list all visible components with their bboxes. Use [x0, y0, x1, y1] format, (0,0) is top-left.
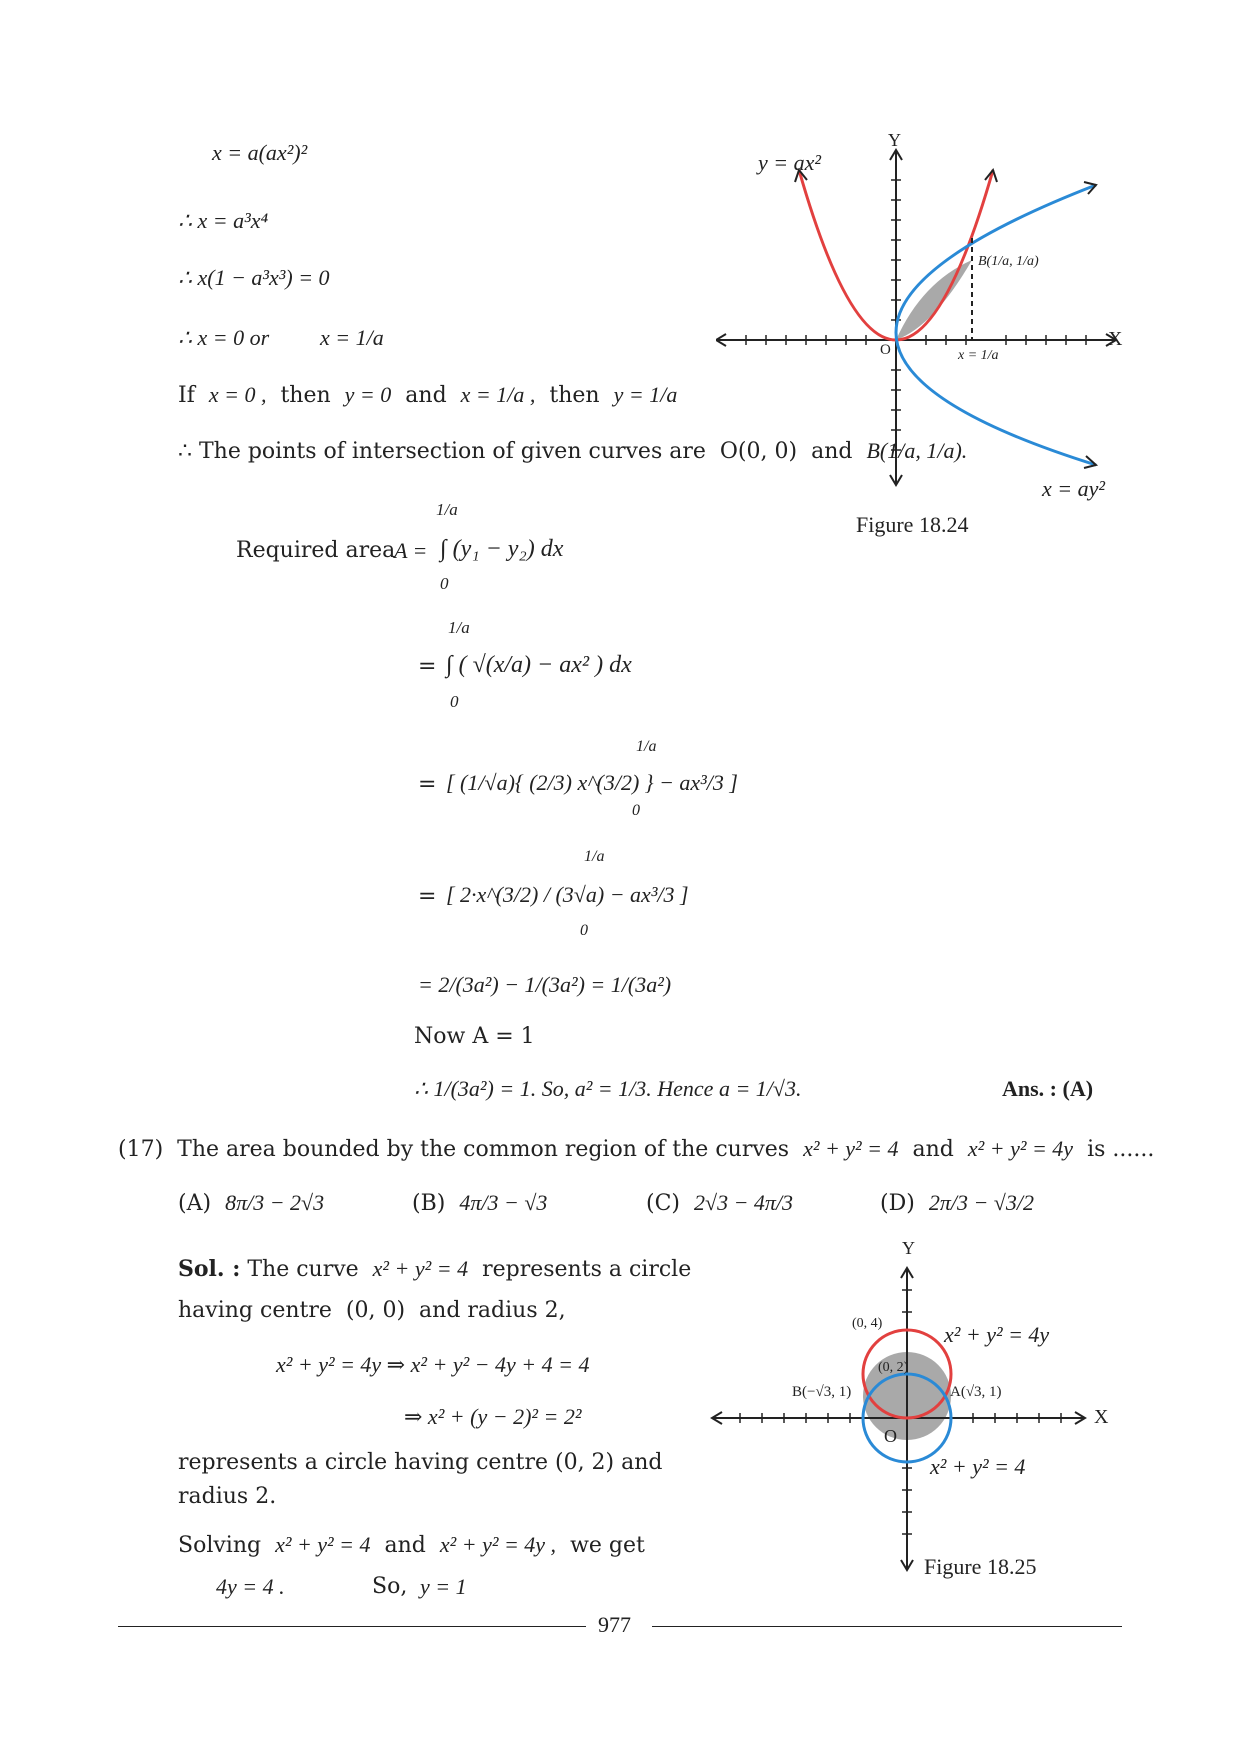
- option-c: [646, 1190, 793, 1216]
- label-y-ax2: y = ax²: [758, 150, 821, 175]
- sol-4y4: 4y = 4 .: [216, 1574, 285, 1599]
- sol-line-1: [178, 1256, 691, 1282]
- sol-eq-3: ⇒ x² + (y − 2)² = 2²: [404, 1404, 582, 1429]
- sol-y1: y = 1: [420, 1574, 467, 1599]
- conclusion-line: ∴ 1/(3a²) = 1. So, a² = 1/3. Hence a = 1/√3.: [414, 1076, 802, 1101]
- option-d-label: (D): [880, 1191, 915, 1216]
- figure-18-24: [716, 130, 1136, 490]
- answer-label: Ans. : (A): [1002, 1076, 1094, 1101]
- eq-sign-1: =: [418, 654, 437, 679]
- and-word-2: and: [811, 439, 853, 464]
- and-word: and: [405, 383, 447, 408]
- sol-eq-4: x² + y² = 4: [275, 1532, 371, 1557]
- sol-text-1b: represents a circle: [482, 1257, 692, 1282]
- eq-roots: ∴ x = 0 or: [178, 325, 270, 350]
- sol-and: and: [384, 1533, 426, 1558]
- fig2-top-label: (0, 4): [852, 1316, 883, 1331]
- eq-x-a3x4: ∴ x = a³x⁴: [178, 208, 269, 233]
- lower-limit-3: 0: [632, 802, 640, 819]
- fig2-y-label: Y: [902, 1238, 915, 1258]
- q17-eq1: x² + y² = 4: [803, 1136, 899, 1161]
- eq-x-a-ax2: x = a(ax²)²: [212, 140, 308, 165]
- result-line: = 2/(3a²) − 1/(3a²) = 1/(3a²): [418, 972, 672, 997]
- fig1-y-label: Y: [888, 130, 901, 150]
- point-o: O(0, 0): [719, 439, 798, 464]
- bracket-3: [ (1/√a){ (2/3) x^(3/2) } − ax³/3 ]: [446, 770, 738, 795]
- sol-solving: Solving: [178, 1533, 262, 1558]
- option-d: [880, 1190, 1034, 1216]
- sol-line-2: [178, 1298, 566, 1323]
- figure-18-25-caption: Figure 18.25: [924, 1554, 1037, 1579]
- sol-text-2: having centre: [178, 1298, 332, 1323]
- page-number: 977: [598, 1612, 631, 1637]
- fig2-point-a-label: A(√3, 1): [950, 1384, 1002, 1400]
- sol-eq-5: x² + y² = 4y ,: [439, 1532, 557, 1557]
- footer-rule-left: [118, 1626, 586, 1627]
- then-word-2: then: [549, 383, 600, 408]
- upper-limit-1: 1/a: [436, 500, 458, 519]
- fig1-x-1a-label: x = 1/a: [958, 348, 999, 363]
- if-line: [178, 382, 677, 408]
- upper-limit-2: 1/a: [448, 618, 470, 637]
- fig2-red-eq-label: x² + y² = 4y: [944, 1322, 1050, 1347]
- sol-line-5: represents a circle having centre (0, 2) and: [178, 1450, 663, 1475]
- sol-centre: (0, 0): [345, 1298, 406, 1323]
- option-d-value: 2π/3 − √3/2: [928, 1190, 1034, 1215]
- footer-rule-right: [652, 1626, 1122, 1627]
- eq-sign-2: =: [418, 772, 437, 797]
- sol-line-7: [178, 1532, 645, 1558]
- sol-line-6: radius 2.: [178, 1484, 277, 1509]
- lower-limit-4: 0: [580, 922, 588, 939]
- eq-factor: ∴ x(1 − a³x³) = 0: [178, 265, 330, 290]
- sol-eq-2: x² + y² = 4y ⇒ x² + y² − 4y + 4 = 4: [276, 1352, 590, 1377]
- point-b: B(1/a, 1/a).: [866, 438, 968, 463]
- fig1-x-label: X: [1108, 328, 1123, 350]
- now-line: Now A = 1: [414, 1024, 535, 1049]
- bracket-4: [ 2·x^(3/2) / (3√a) − ax³/3 ]: [446, 882, 689, 907]
- option-a-label: (A): [178, 1191, 212, 1216]
- option-b: [412, 1190, 547, 1216]
- fig2-origin-label: O: [884, 1426, 897, 1446]
- option-b-label: (B): [412, 1191, 446, 1216]
- q17-number: (17): [118, 1137, 164, 1162]
- fig2-point-b-label: B(−√3, 1): [792, 1384, 852, 1400]
- upper-limit-4: 1/a: [584, 848, 605, 865]
- q17-line: [118, 1136, 1154, 1162]
- q17-text: The area bounded by the common region of the curves: [177, 1137, 790, 1162]
- option-c-value: 2√3 − 4π/3: [694, 1190, 794, 1215]
- fig2-x-label: X: [1094, 1406, 1109, 1428]
- option-b-value: 4π/3 − √3: [459, 1190, 548, 1215]
- sol-label: Sol. :: [178, 1256, 241, 1282]
- sol-text-2b: and radius 2,: [419, 1298, 566, 1323]
- upper-limit-3: 1/a: [636, 738, 657, 755]
- sol-we-get: we get: [570, 1533, 645, 1558]
- figure-18-24-caption: Figure 18.24: [856, 512, 969, 537]
- sol-text-1: The curve: [247, 1257, 359, 1282]
- integral-2: ∫ ( √(x/a) − ax² ) dx: [446, 652, 632, 678]
- option-c-label: (C): [646, 1191, 680, 1216]
- required-area-label: Required area: [236, 538, 396, 563]
- x-1a: x = 1/a ,: [460, 382, 536, 407]
- eq-root-2: x = 1/a: [320, 325, 384, 350]
- then-word: then: [280, 383, 331, 408]
- option-a: [178, 1190, 324, 1216]
- q17-is: is ......: [1087, 1137, 1155, 1162]
- sol-eq-1: x² + y² = 4: [372, 1256, 469, 1281]
- fig1-point-b-label: B(1/a, 1/a): [978, 254, 1039, 269]
- option-a-value: 8π/3 − 2√3: [225, 1190, 325, 1215]
- intersection-text: ∴ The points of intersection of given curves are: [178, 439, 706, 464]
- q17-and: and: [912, 1137, 954, 1162]
- if-word: If: [178, 383, 195, 408]
- eq-sign-3: =: [418, 884, 437, 909]
- fig1-origin-label: O: [880, 342, 891, 358]
- lower-limit-1: 0: [440, 574, 449, 593]
- then-y0: y = 0: [344, 382, 392, 407]
- sol-so: So,: [372, 1574, 408, 1599]
- lower-limit-2: 0: [450, 692, 459, 711]
- integral-1: ∫ (y₁ − y₂) dx: [440, 536, 564, 562]
- area-A: A =: [394, 538, 428, 563]
- q17-eq2: x² + y² = 4y: [967, 1136, 1074, 1161]
- fig2-blue-eq-label: x² + y² = 4: [930, 1454, 1026, 1479]
- fig2-mid-label: (0, 2): [878, 1360, 909, 1375]
- figure-18-25: [710, 1238, 1110, 1580]
- if-x0: x = 0 ,: [208, 382, 267, 407]
- y-1a: y = 1/a: [613, 382, 678, 407]
- label-x-ay2: x = ay²: [1042, 476, 1105, 501]
